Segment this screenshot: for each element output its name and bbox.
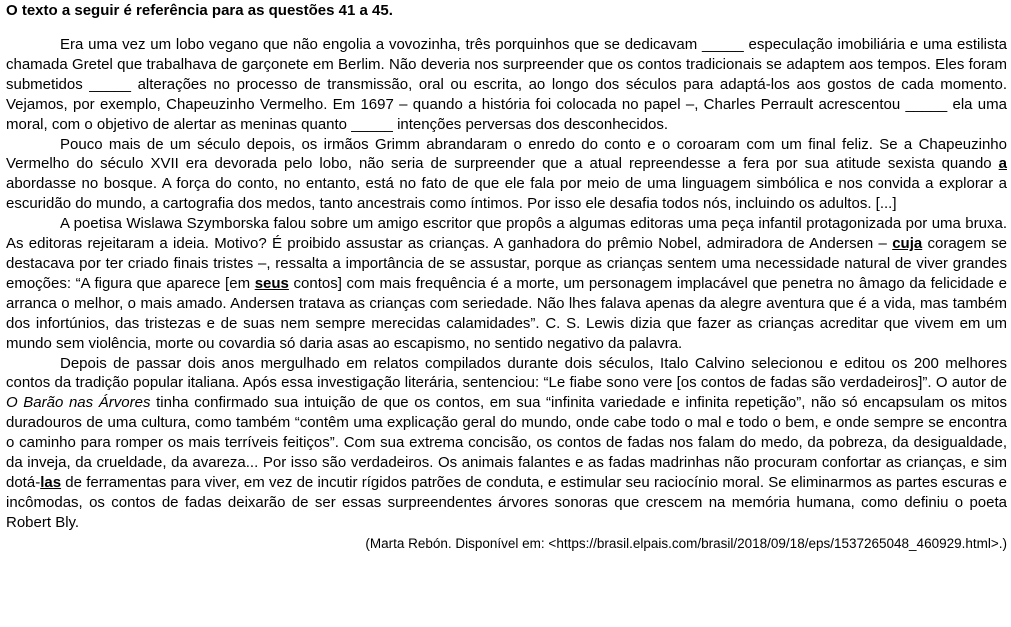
question-reference-heading: O texto a seguir é referência para as questões 41 a 45.: [6, 2, 393, 19]
paragraph-4-text: tinha confirmado sua intuição de que os contos, em sua “infinita variedade e infinita repetição”, não só encapsulam os mitos duradouros de uma cultura, como também “contêm uma explicação geral do mundo, onde cabe todo o mal e todo o bem, e onde sempre se encontra o caminho para romper os mais terríveis feitiços”. Com sua extrema concisão, os contos de fadas nos falam do medo, da pobreza, da desigualdade, da inveja, da crueldade, da avareza... Por isso são verdadeiros. Os animais falantes e as fadas madrinhas não procuram confortar as crianças, e sim dotá-: [6, 394, 1008, 491]
paragraph-3-text: coragem se destacava por ter criado finais tristes –, ressalta a importância de se assustar, porque as crianças sentem uma necessidade natural de viver grandes emoções: “A figura que aparece [em: [6, 235, 1007, 292]
paragraph-3-text: contos] com mais frequência é a morte, um personagem implacável que penetra no âmago da felicidade e arranca o melhor, o mais amado. Andersen tratava as crianças com seriedade. Não lhes falava apenas da alegre aventura que é a vida, mas também dos infortúnios, das tristezas e de suas nem sempre merecidas calamidades”. C. S. Lewis dizia que fazer as crianças acreditar que vivem em um mundo sem violência, morte ou covardia só daria asas ao escapismo, no sentido negativo da palavra.: [6, 274, 1007, 352]
paragraph-2: [6, 135, 1007, 215]
paragraph-1-text: ela uma moral, com o objetivo de alertar as meninas quanto: [6, 95, 1007, 133]
paragraph-1-text: Era uma vez um lobo vegano que não engolia a vovozinha, três porquinhos que se dedicavam: [60, 36, 703, 53]
paragraph-4-text: de ferramentas para viver, em vez de incutir rígidos patrões de conduta, e estimular seu raciocínio moral. Se eliminarmos as partes escuras e incômodas, os contos de fadas deixarão de ser essas surpreendentes árvores sonoras que crescem na memória humana, como definiu o poeta Robert Bly.: [6, 473, 1007, 531]
blank-2: _____: [89, 75, 131, 93]
source-citation: (Marta Rebón. Disponível em: <https://brasil.elpais.com/brasil/2018/09/18/eps/1537265048_460929.html>.): [365, 535, 1007, 551]
blank-3: _____: [905, 95, 948, 113]
blank-4: _____: [351, 115, 393, 133]
underlined-word-seus: seus: [254, 274, 289, 292]
paragraph-3: [6, 214, 1007, 353]
paragraph-2-text: Pouco mais de um século depois, os irmãos Grimm abrandaram o enredo do conto e o coroaram com um final feliz. Se a Chapeuzinho Vermelho do século XVII era devorada pelo lobo, não seria de surpreender que a atual repreendesse a fera por sua atitude sexista quando: [6, 135, 1007, 173]
book-title-italic: O Barão nas Árvores: [6, 394, 151, 412]
paragraph-4-text: Depois de passar dois anos mergulhado em relatos compilados durante dois séculos, Italo Calvino selecionou e editou os 200 melhores contos da tradição popular italiana. Após essa investigação literária, sentenciou: “Le fiabe sono vere [os contos de fadas são verdadeiros]”. O autor de: [6, 354, 1007, 392]
paragraph-4: [6, 354, 1007, 533]
underlined-word-cuja: cuja: [892, 235, 923, 253]
paragraph-1-text: alterações no processo de transmissão, oral ou escrita, ao longo dos séculos para adaptá-los aos gostos de cada momento. Vejamos, por exemplo, Chapeuzinho Vermelho. Em 1697 – quando a história foi colocada no papel –, Charles Perrault acrescentou: [6, 75, 1008, 113]
underlined-word-a: a: [998, 155, 1007, 173]
blank-1: _____: [702, 36, 744, 53]
paragraph-1: [6, 35, 1007, 135]
paragraph-2-text: abordasse no bosque. A força do conto, no entanto, está no fato de que ele fala por meio de uma linguagem simbólica e nos convida a explorar a escuridão do mundo, a cartografia dos medos, tanto ancestrais como íntimos. Por isso ele desafia todos nós, incluindo os adultos. [...]: [6, 175, 1007, 213]
underlined-word-las: las: [40, 473, 62, 491]
text-body: [6, 35, 1007, 533]
paragraph-3-text: A poetisa Wislawa Szymborska falou sobre um amigo escritor que propôs a algumas editoras uma peça infantil protagonizada por uma bruxa. As editoras rejeitaram a ideia. Motivo? É proibido assustar as crianças. A ganhadora do prêmio Nobel, admiradora de Andersen –: [6, 215, 1007, 253]
paragraph-1-text: intenções perversas dos desconhecidos.: [392, 115, 669, 133]
paragraph-1-text: especulação imobiliária e uma estilista chamada Gretel que trabalhava de garçonete em Berlim. Não deveria nos surpreender que os contos tradicionais se adaptem aos tempos. Eles foram submetidos: [6, 36, 1007, 93]
